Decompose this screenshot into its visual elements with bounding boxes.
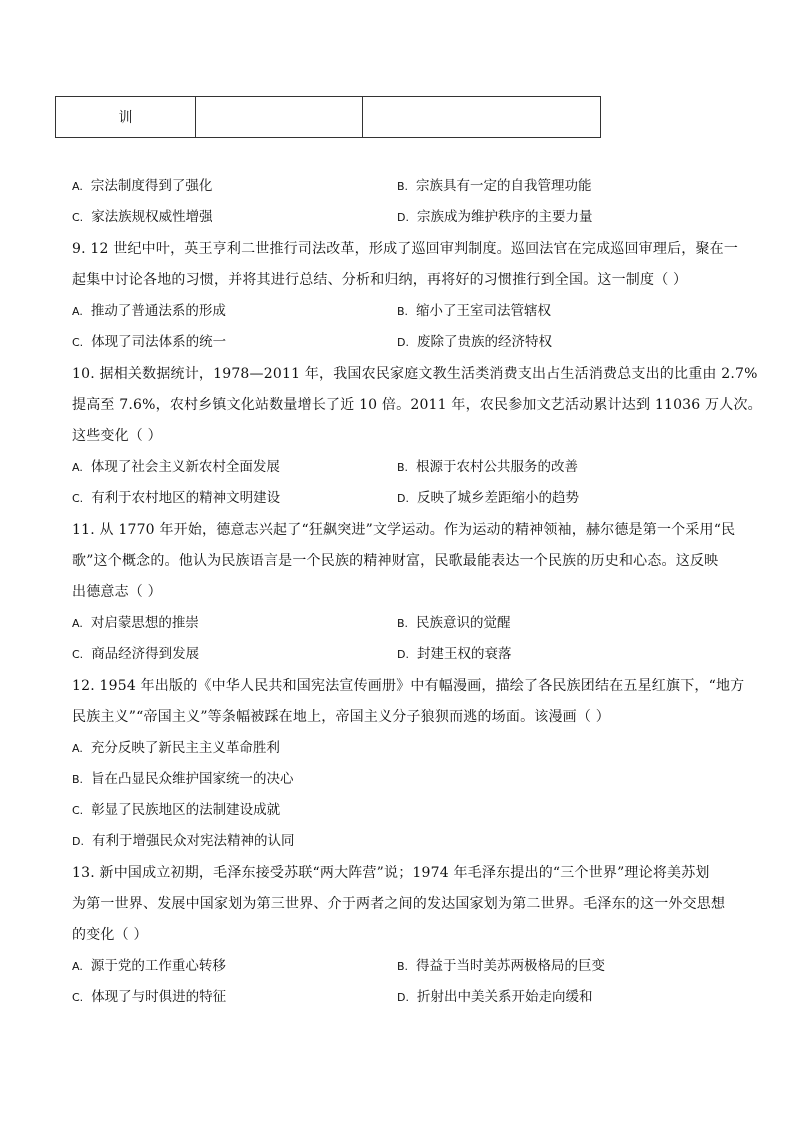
q11-option-c: C. 商品经济得到发展 xyxy=(72,646,200,662)
q8-option-d: D. 宗族成为维护秩序的主要力量 xyxy=(397,209,593,225)
q12-option-d: D. 有利于增强民众对宪法精神的认同 xyxy=(72,833,295,849)
q9-option-a: A. 推动了普通法系的形成 xyxy=(72,303,226,319)
q8-option-b: B. 宗族具有一定的自我管理功能 xyxy=(397,178,592,194)
q9-stem-line: 起集中讨论各地的习惯，并将其进行总结、分析和归纳，再将好的习惯推行到全国。这一制度（ ） xyxy=(72,272,688,288)
q11-stem-line: 11. 从 1770 年开始，德意志兴起了“狂飙突进”文学运动。作为运动的精神领袖，赫尔德是第一个采用“民 xyxy=(72,522,736,538)
q11-option-b: B. 民族意识的觉醒 xyxy=(397,615,511,631)
q13-stem-line: 为第一世界、发展中国家划为第三世界、介于两者之间的发达国家划为第二世界。毛泽东的这一外交思想 xyxy=(72,896,726,912)
q10-stem-line: 这些变化（ ） xyxy=(72,428,162,444)
q9-option-b: B. 缩小了王室司法管辖权 xyxy=(397,303,552,319)
q12-option-b: B. 旨在凸显民众维护国家统一的决心 xyxy=(72,771,294,787)
q9-stem-line: 9. 12 世纪中叶，英王亨利二世推行司法改革，形成了巡回审判制度。巡回法官在完成巡回审理后，聚在一 xyxy=(72,241,739,257)
q10-option-d: D. 反映了城乡差距缩小的趋势 xyxy=(397,490,579,506)
q13-stem-line: 的变化（ ） xyxy=(72,927,148,943)
q12-option-c: C. 彰显了民族地区的法制建设成就 xyxy=(72,802,281,818)
q10-option-b: B. 根源于农村公共服务的改善 xyxy=(397,459,579,475)
q11-stem-line: 歌”这个概念的。他认为民族语言是一个民族的精神财富，民歌最能表达一个民族的历史和心态。这反映 xyxy=(72,553,719,569)
q10-stem-line: 10. 据相关数据统计，1978—2011 年，我国农民家庭文教生活类消费支出占生活消费总支出的比重由 2.7% xyxy=(72,366,758,382)
q12-stem-line: 12. 1954 年出版的《中华人民共和国宪法宣传画册》中有幅漫画，描绘了各民族团结在五星红旗下，“地方 xyxy=(72,678,745,694)
q13-option-b: B. 得益于当时美苏两极格局的巨变 xyxy=(397,958,606,974)
q9-option-c: C. 体现了司法体系的统一 xyxy=(72,334,227,350)
q12-option-a: A. 充分反映了新民主主义革命胜利 xyxy=(72,740,280,756)
table-row xyxy=(56,97,601,138)
q13-option-d: D. 折射出中美关系开始走向缓和 xyxy=(397,989,593,1005)
q11-option-d: D. 封建王权的衰落 xyxy=(397,646,512,662)
q8-option-a: A. 宗法制度得到了强化 xyxy=(72,178,213,194)
q10-option-c: C. 有利于农村地区的精神文明建设 xyxy=(72,490,281,506)
q11-option-a: A. 对启蒙思想的推崇 xyxy=(72,615,199,631)
q12-stem-line: 民族主义”“帝国主义”等条幅被踩在地上，帝国主义分子狼狈而逃的场面。该漫画（ ） xyxy=(72,709,610,725)
q13-stem-line: 13. 新中国成立初期，毛泽东接受苏联“两大阵营”说；1974 年毛泽东提出的“三个世界”理论将美苏划 xyxy=(72,865,710,881)
q8-option-c: C. 家法族规权威性增强 xyxy=(72,209,213,225)
q13-option-c: C. 体现了与时俱进的特征 xyxy=(72,989,227,1005)
q11-stem-line: 出德意志（ ） xyxy=(72,584,162,600)
q9-option-d: D. 废除了贵族的经济特权 xyxy=(397,334,552,350)
answer-table xyxy=(55,96,601,138)
table-cell: 训 xyxy=(56,97,196,138)
q10-stem-line: 提高至 7.6%，农村乡镇文化站数量增长了近 10 倍。2011 年，农民参加文艺活动累计达到 11036 万人次。 xyxy=(72,397,762,413)
table-cell xyxy=(196,97,363,138)
table-cell xyxy=(363,97,601,138)
q13-option-a: A. 源于党的工作重心转移 xyxy=(72,958,226,974)
q10-option-a: A. 体现了社会主义新农村全面发展 xyxy=(72,459,280,475)
